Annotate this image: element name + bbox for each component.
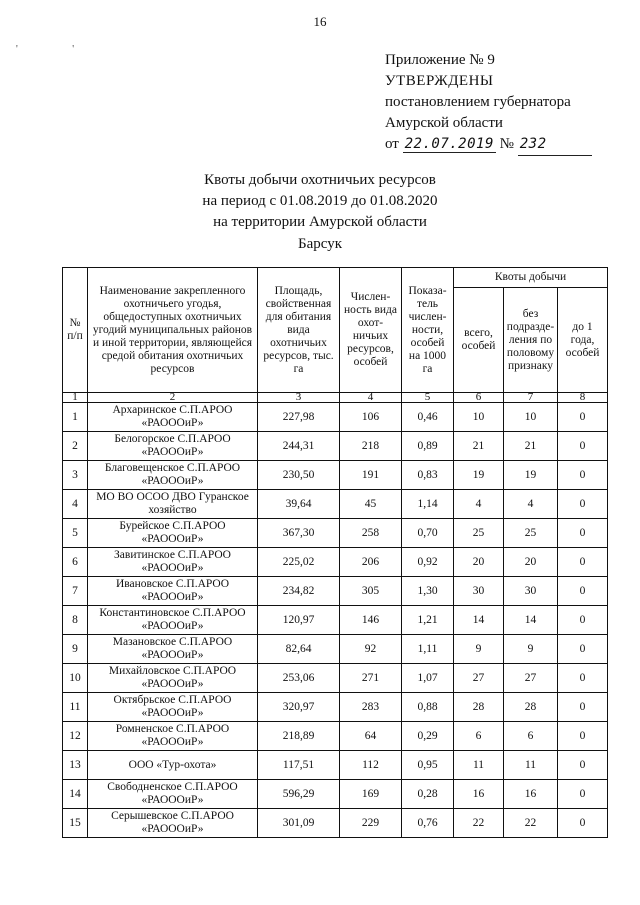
quota-under1-value: 0: [558, 751, 608, 780]
density-value: 0,88: [402, 693, 454, 722]
table-row: [63, 635, 608, 664]
column-number-row: [63, 393, 608, 403]
population-value: 169: [340, 780, 402, 809]
quota-total-value: 11: [454, 751, 504, 780]
quota-table: [62, 267, 608, 838]
hunting-ground-name: Ромненское С.П.АРОО «РАОООиР»: [88, 722, 258, 751]
column-number: 1: [63, 393, 88, 403]
area-value: 244,31: [258, 432, 340, 461]
appendix-label: Приложение № 9: [385, 52, 495, 68]
row-number: 14: [63, 780, 88, 809]
quota-under1-value: 0: [558, 664, 608, 693]
population-value: 191: [340, 461, 402, 490]
header-name: Наименование закрепленного охотничьего угодья, общедоступных охотничьих угодий муниципальных районов и иной территории, являющейся средой обитания охотничьих ресурсов: [88, 268, 258, 393]
hunting-ground-name: Константиновское С.П.АРОО «РАОООиР»: [88, 606, 258, 635]
quota-nosex-value: 9: [504, 635, 558, 664]
species-heading: Барсук: [297, 236, 343, 252]
row-number: 6: [63, 548, 88, 577]
population-value: 92: [340, 635, 402, 664]
column-number: 6: [454, 393, 504, 403]
table-row: [63, 577, 608, 606]
table-row: [63, 780, 608, 809]
density-value: 1,21: [402, 606, 454, 635]
from-prefix: от: [385, 136, 399, 152]
population-value: 45: [340, 490, 402, 519]
hunting-ground-name: Бурейское С.П.АРОО «РАОООиР»: [88, 519, 258, 548]
column-number: 7: [504, 393, 558, 403]
quota-under1-value: 0: [558, 432, 608, 461]
row-number: 4: [63, 490, 88, 519]
hunting-ground-name: Михайловское С.П.АРОО «РАОООиР»: [88, 664, 258, 693]
row-number: 7: [63, 577, 88, 606]
density-value: 0,46: [402, 403, 454, 432]
quota-nosex-value: 4: [504, 490, 558, 519]
title-line-2: на период с 01.08.2019 до 01.08.2020: [202, 193, 438, 209]
row-number: 15: [63, 809, 88, 838]
population-value: 271: [340, 664, 402, 693]
table-row: [63, 403, 608, 432]
density-value: 0,28: [402, 780, 454, 809]
table-row: [63, 519, 608, 548]
area-value: 367,30: [258, 519, 340, 548]
quota-total-value: 28: [454, 693, 504, 722]
column-number: 5: [402, 393, 454, 403]
quota-nosex-value: 19: [504, 461, 558, 490]
area-value: 301,09: [258, 809, 340, 838]
row-number: 12: [63, 722, 88, 751]
quota-nosex-value: 20: [504, 548, 558, 577]
population-value: 206: [340, 548, 402, 577]
quota-nosex-value: 28: [504, 693, 558, 722]
row-number: 2: [63, 432, 88, 461]
density-value: 1,30: [402, 577, 454, 606]
population-value: 258: [340, 519, 402, 548]
quota-nosex-value: 10: [504, 403, 558, 432]
number-prefix: №: [499, 136, 514, 152]
header-quota-under1: до 1 года, особей: [558, 288, 608, 393]
quota-nosex-value: 25: [504, 519, 558, 548]
quota-total-value: 30: [454, 577, 504, 606]
population-value: 218: [340, 432, 402, 461]
header-quota-group: Квоты добычи: [454, 268, 608, 288]
header-quota-total: всего, особей: [454, 288, 504, 393]
hunting-ground-name: ООО «Тур-охота»: [88, 751, 258, 780]
density-value: 0,89: [402, 432, 454, 461]
density-value: 0,92: [402, 548, 454, 577]
column-number: 3: [258, 393, 340, 403]
header-no: № п/п: [63, 268, 88, 393]
quota-nosex-value: 14: [504, 606, 558, 635]
hunting-ground-name: Октябрьское С.П.АРОО «РАОООиР»: [88, 693, 258, 722]
row-number: 11: [63, 693, 88, 722]
area-value: 227,98: [258, 403, 340, 432]
header-area: Площадь, свойственная для обитания вида охотничьих ресурсов, тыс. га: [258, 268, 340, 393]
hunting-ground-name: МО ВО ОСОО ДВО Гуранское хозяйство: [88, 490, 258, 519]
table-row: [63, 751, 608, 780]
quota-under1-value: 0: [558, 693, 608, 722]
quota-nosex-value: 22: [504, 809, 558, 838]
quota-total-value: 6: [454, 722, 504, 751]
density-value: 1,11: [402, 635, 454, 664]
quota-under1-value: 0: [558, 809, 608, 838]
population-value: 283: [340, 693, 402, 722]
quota-table-body: [63, 403, 608, 838]
column-number: 8: [558, 393, 608, 403]
quota-nosex-value: 21: [504, 432, 558, 461]
hunting-ground-name: Серышевское С.П.АРОО «РАОООиР»: [88, 809, 258, 838]
quota-total-value: 16: [454, 780, 504, 809]
area-value: 596,29: [258, 780, 340, 809]
quota-under1-value: 0: [558, 548, 608, 577]
quota-under1-value: 0: [558, 780, 608, 809]
table-row: [63, 461, 608, 490]
region-label: Амурской области: [385, 115, 503, 131]
hunting-ground-name: Ивановское С.П.АРОО «РАОООиР»: [88, 577, 258, 606]
area-value: 225,02: [258, 548, 340, 577]
density-value: 1,14: [402, 490, 454, 519]
table-row: [63, 606, 608, 635]
quota-total-value: 4: [454, 490, 504, 519]
area-value: 117,51: [258, 751, 340, 780]
row-number: 1: [63, 403, 88, 432]
quota-total-value: 9: [454, 635, 504, 664]
area-value: 230,50: [258, 461, 340, 490]
area-value: 253,06: [258, 664, 340, 693]
page-number: 16: [313, 14, 327, 29]
quota-under1-value: 0: [558, 519, 608, 548]
title-line-3: на территории Амурской области: [213, 214, 427, 230]
area-value: 39,64: [258, 490, 340, 519]
quota-total-value: 21: [454, 432, 504, 461]
quota-under1-value: 0: [558, 461, 608, 490]
population-value: 112: [340, 751, 402, 780]
area-value: 320,97: [258, 693, 340, 722]
quota-under1-value: 0: [558, 606, 608, 635]
quota-nosex-value: 30: [504, 577, 558, 606]
quota-under1-value: 0: [558, 490, 608, 519]
table-row: [63, 693, 608, 722]
quota-total-value: 14: [454, 606, 504, 635]
handwritten-number: 232: [518, 134, 592, 156]
header-quota-nosex: без подразде-ления по половому признаку: [504, 288, 558, 393]
population-value: 229: [340, 809, 402, 838]
area-value: 120,97: [258, 606, 340, 635]
row-number: 9: [63, 635, 88, 664]
density-value: 0,83: [402, 461, 454, 490]
row-number: 10: [63, 664, 88, 693]
table-row: [63, 809, 608, 838]
area-value: 218,89: [258, 722, 340, 751]
column-number: 2: [88, 393, 258, 403]
density-value: 1,07: [402, 664, 454, 693]
margin-marks: ' ': [16, 44, 101, 55]
hunting-ground-name: Завитинское С.П.АРОО «РАОООиР»: [88, 548, 258, 577]
density-value: 0,76: [402, 809, 454, 838]
quota-total-value: 25: [454, 519, 504, 548]
quota-under1-value: 0: [558, 635, 608, 664]
column-number: 4: [340, 393, 402, 403]
density-value: 0,70: [402, 519, 454, 548]
hunting-ground-name: Благовещенское С.П.АРОО «РАОООиР»: [88, 461, 258, 490]
quota-under1-value: 0: [558, 403, 608, 432]
hunting-ground-name: Мазановское С.П.АРОО «РАОООиР»: [88, 635, 258, 664]
resolution-label: постановлением губернатора: [385, 94, 571, 110]
hunting-ground-name: Архаринское С.П.АРОО «РАОООиР»: [88, 403, 258, 432]
quota-nosex-value: 27: [504, 664, 558, 693]
row-number: 13: [63, 751, 88, 780]
quota-total-value: 10: [454, 403, 504, 432]
title-line-1: Квоты добычи охотничьих ресурсов: [204, 172, 436, 188]
approval-block: [385, 50, 592, 156]
population-value: 305: [340, 577, 402, 606]
hunting-ground-name: Белогорское С.П.АРОО «РАОООиР»: [88, 432, 258, 461]
population-value: 64: [340, 722, 402, 751]
quota-under1-value: 0: [558, 577, 608, 606]
quota-total-value: 22: [454, 809, 504, 838]
quota-under1-value: 0: [558, 722, 608, 751]
table-row: [63, 548, 608, 577]
row-number: 3: [63, 461, 88, 490]
population-value: 106: [340, 403, 402, 432]
density-value: 0,95: [402, 751, 454, 780]
header-population: Числен-ность вида охот-ничьих ресурсов, особей: [340, 268, 402, 393]
quota-nosex-value: 16: [504, 780, 558, 809]
table-row: [63, 664, 608, 693]
quota-nosex-value: 11: [504, 751, 558, 780]
approved-label: УТВЕРЖДЕНЫ: [385, 73, 494, 89]
document-title: [0, 170, 640, 233]
table-row: [63, 722, 608, 751]
area-value: 82,64: [258, 635, 340, 664]
quota-total-value: 20: [454, 548, 504, 577]
row-number: 8: [63, 606, 88, 635]
population-value: 146: [340, 606, 402, 635]
row-number: 5: [63, 519, 88, 548]
hunting-ground-name: Свободненское С.П.АРОО «РАОООиР»: [88, 780, 258, 809]
quota-total-value: 19: [454, 461, 504, 490]
table-row: [63, 490, 608, 519]
header-density: Показа-тель числен-ности, особей на 1000 га: [402, 268, 454, 393]
date-number-line: [385, 134, 592, 156]
area-value: 234,82: [258, 577, 340, 606]
table-row: [63, 432, 608, 461]
density-value: 0,29: [402, 722, 454, 751]
quota-total-value: 27: [454, 664, 504, 693]
quota-nosex-value: 6: [504, 722, 558, 751]
handwritten-date: 22.07.2019: [404, 136, 494, 152]
